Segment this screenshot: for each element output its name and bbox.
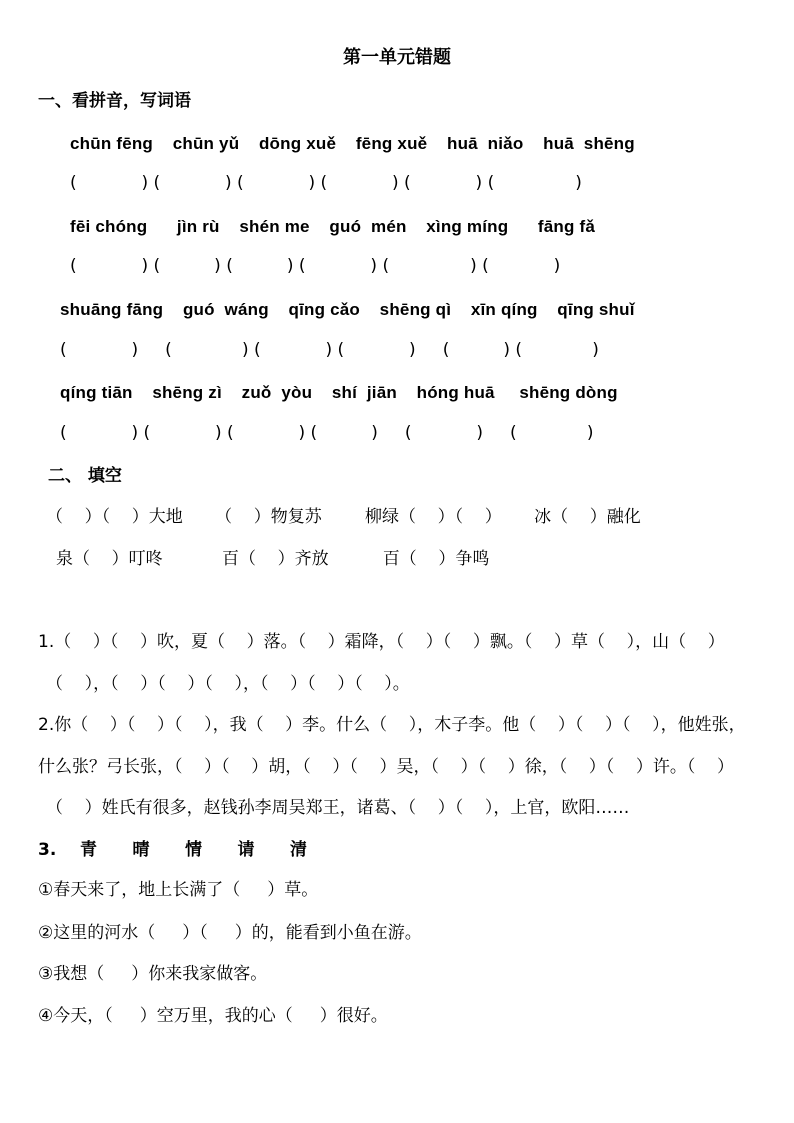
pinyin-row-1: chūn fēng chūn yǔ dōng xuě fēng xuě huā niǎo huā shēng bbox=[70, 134, 635, 153]
fill-blank-line-1: （ ）（ ）大地 （ ）物复苏 柳绿（ ）（ ） 冰（ ）融化 bbox=[46, 507, 641, 527]
section1-heading: 一、看拼音，写词语 bbox=[38, 91, 191, 111]
question-3-item-4: ④今天，（ ）空万里，我的心（ ）很好。 bbox=[38, 1006, 388, 1026]
question-3-item-1: ①春天来了，地上长满了（ ）草。 bbox=[38, 880, 319, 900]
answer-blanks-row-3: ( ) ( ) ( ) ( ) ( ) ( ) bbox=[60, 340, 599, 360]
answer-blanks-row-2: ( ) ( ) ( ) ( ) ( ) ( ) bbox=[70, 256, 561, 276]
question-2-line-3: （ ）姓氏有很多，赵钱孙李周吴郑王，诸葛、（ ）（ ），上官，欧阳…… bbox=[46, 798, 630, 818]
question-1-line-1: 1.（ ）（ ）吹，夏（ ）落。（ ）霜降，（ ）（ ）飘。（ ）草（ ），山（ ） bbox=[38, 632, 725, 652]
answer-blanks-row-4: ( ) ( ) ( ) ( ) ( ) ( ) bbox=[60, 423, 594, 443]
question-3-heading: 3. 青 晴 情 请 清 bbox=[38, 840, 308, 860]
question-3-item-2: ②这里的河水（ ）（ ）的，能看到小鱼在游。 bbox=[38, 923, 422, 943]
pinyin-row-3: shuāng fāng guó wáng qīng cǎo shēng qì xīn qíng qīng shuǐ bbox=[60, 300, 635, 319]
question-2-line-2: 什么张？弓长张，（ ）（ ）胡，（ ）（ ）吴，（ ）（ ）徐，（ ）（ ）许。（ ） bbox=[38, 757, 735, 777]
question-1-line-2: （ ），（ ）（ ）（ ），（ ）（ ）（ ）。 bbox=[46, 674, 410, 694]
pinyin-row-4: qíng tiān shēng zì zuǒ yòu shí jiān hóng huā shēng dòng bbox=[60, 383, 618, 402]
pinyin-row-2: fēi chóng jìn rù shén me guó mén xìng míng fāng fǎ bbox=[70, 217, 595, 236]
answer-blanks-row-1: ( ) ( ) ( ) ( ) ( ) ( ) bbox=[70, 173, 582, 193]
section2-heading: 二、 填空 bbox=[48, 466, 122, 486]
page-title: 第一单元错题 bbox=[343, 47, 451, 68]
question-3-item-3: ③我想（ ）你来我家做客。 bbox=[38, 964, 268, 984]
question-2-line-1: 2.你（ ）（ ）（ ），我（ ）李。什么（ ），木子李。他（ ）（ ）（ ），他姓张， bbox=[38, 715, 746, 735]
fill-blank-line-2: 泉（ ）叮咚 百（ ）齐放 百（ ）争鸣 bbox=[56, 549, 490, 569]
